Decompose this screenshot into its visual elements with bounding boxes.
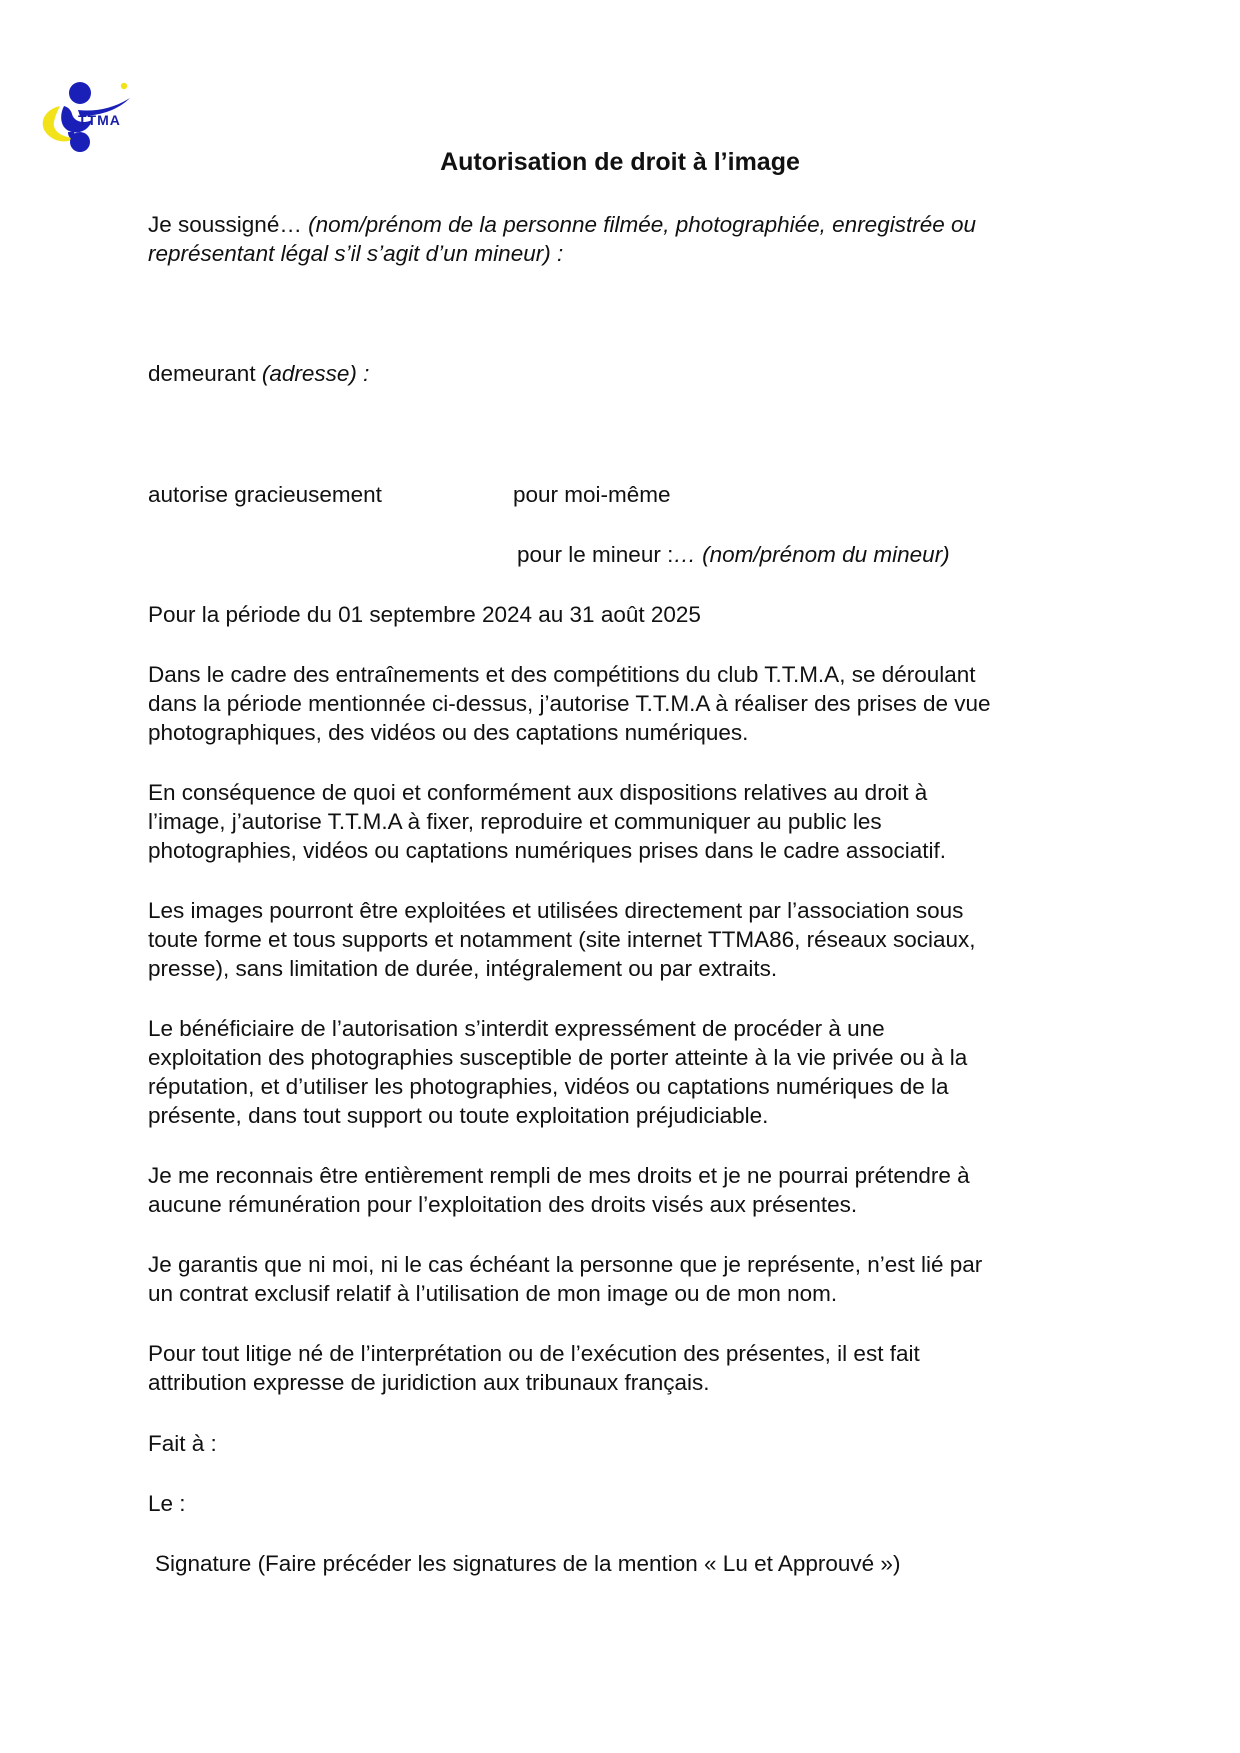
- paragraph-line: Je garantis que ni moi, ni le cas échéant la personne que je représente, n’est lié par: [148, 1252, 983, 1277]
- fait-a-label: Fait à :: [148, 1431, 217, 1456]
- paragraph-line: Le bénéficiaire de l’autorisation s’interdit expressément de procéder à une: [148, 1016, 885, 1041]
- autorise-label: autorise gracieusement: [148, 482, 382, 507]
- soussigne-label: Je soussigné…: [148, 212, 309, 237]
- logo-text: TTMA: [78, 112, 121, 128]
- option-minor-hint: … (nom/prénom du mineur): [673, 542, 950, 567]
- logo-head: [69, 82, 91, 104]
- periode: Pour la période du 01 septembre 2024 au 31 août 2025: [148, 602, 701, 627]
- paragraph-line: exploitation des photographies susceptible de porter atteinte à la vie privée ou à la: [148, 1045, 968, 1070]
- soussigne-hint-2: représentant légal s’il s’agit d’un mineur) :: [148, 241, 564, 266]
- document-title: Autorisation de droit à l’image: [440, 148, 800, 176]
- option-minor: [517, 540, 950, 569]
- paragraph-line: photographiques, des vidéos ou des captations numériques.: [148, 720, 749, 745]
- option-self: pour moi-même: [513, 482, 671, 507]
- soussigne-line-1: [148, 210, 1108, 239]
- paragraph-line: Pour tout litige né de l’interprétation ou de l’exécution des présentes, il est fait: [148, 1341, 920, 1366]
- paragraph-line: présente, dans tout support ou toute exploitation préjudiciable.: [148, 1103, 769, 1128]
- option-minor-label: pour le mineur :: [517, 542, 674, 567]
- paragraph-line: un contrat exclusif relatif à l’utilisation de mon image ou de mon nom.: [148, 1281, 838, 1306]
- soussigne-hint-1: (nom/prénom de la personne filmée, photographiée, enregistrée ou: [308, 212, 977, 237]
- paragraph-line: Les images pourront être exploitées et utilisées directement par l’association sous: [148, 898, 964, 923]
- paragraph-line: attribution expresse de juridiction aux tribunaux français.: [148, 1370, 710, 1395]
- demeurant-line: [148, 359, 1108, 388]
- paragraph-line: toute forme et tous supports et notamment (site internet TTMA86, réseaux sociaux,: [148, 927, 976, 952]
- paragraph-line: aucune rémunération pour l’exploitation des droits visés aux présentes.: [148, 1192, 858, 1217]
- signature-label: Signature (Faire précéder les signatures de la mention « Lu et Approuvé »): [155, 1551, 901, 1576]
- paragraph-line: réputation, et d’utiliser les photographies, vidéos ou captations numériques de la: [148, 1074, 949, 1099]
- logo-ball: [121, 83, 127, 89]
- paragraph-line: En conséquence de quoi et conformément aux dispositions relatives au droit à: [148, 780, 928, 805]
- paragraph-line: presse), sans limitation de durée, intégralement ou par extraits.: [148, 956, 778, 981]
- demeurant-label: demeurant: [148, 361, 262, 386]
- paragraph-line: Je me reconnais être entièrement rempli de mes droits et je ne pourrai prétendre à: [148, 1163, 970, 1188]
- paragraph-line: dans la période mentionnée ci-dessus, j’autorise T.T.M.A à réaliser des prises de vue: [148, 691, 991, 716]
- demeurant-hint: (adresse) :: [261, 361, 370, 386]
- paragraph-line: photographies, vidéos ou captations numériques prises dans le cadre associatif.: [148, 838, 946, 863]
- le-label: Le :: [148, 1491, 186, 1516]
- paragraph-line: l’image, j’autorise T.T.M.A à fixer, reproduire et communiquer au public les: [148, 809, 882, 834]
- paragraph-line: Dans le cadre des entraînements et des compétitions du club T.T.M.A, se déroulant: [148, 662, 976, 687]
